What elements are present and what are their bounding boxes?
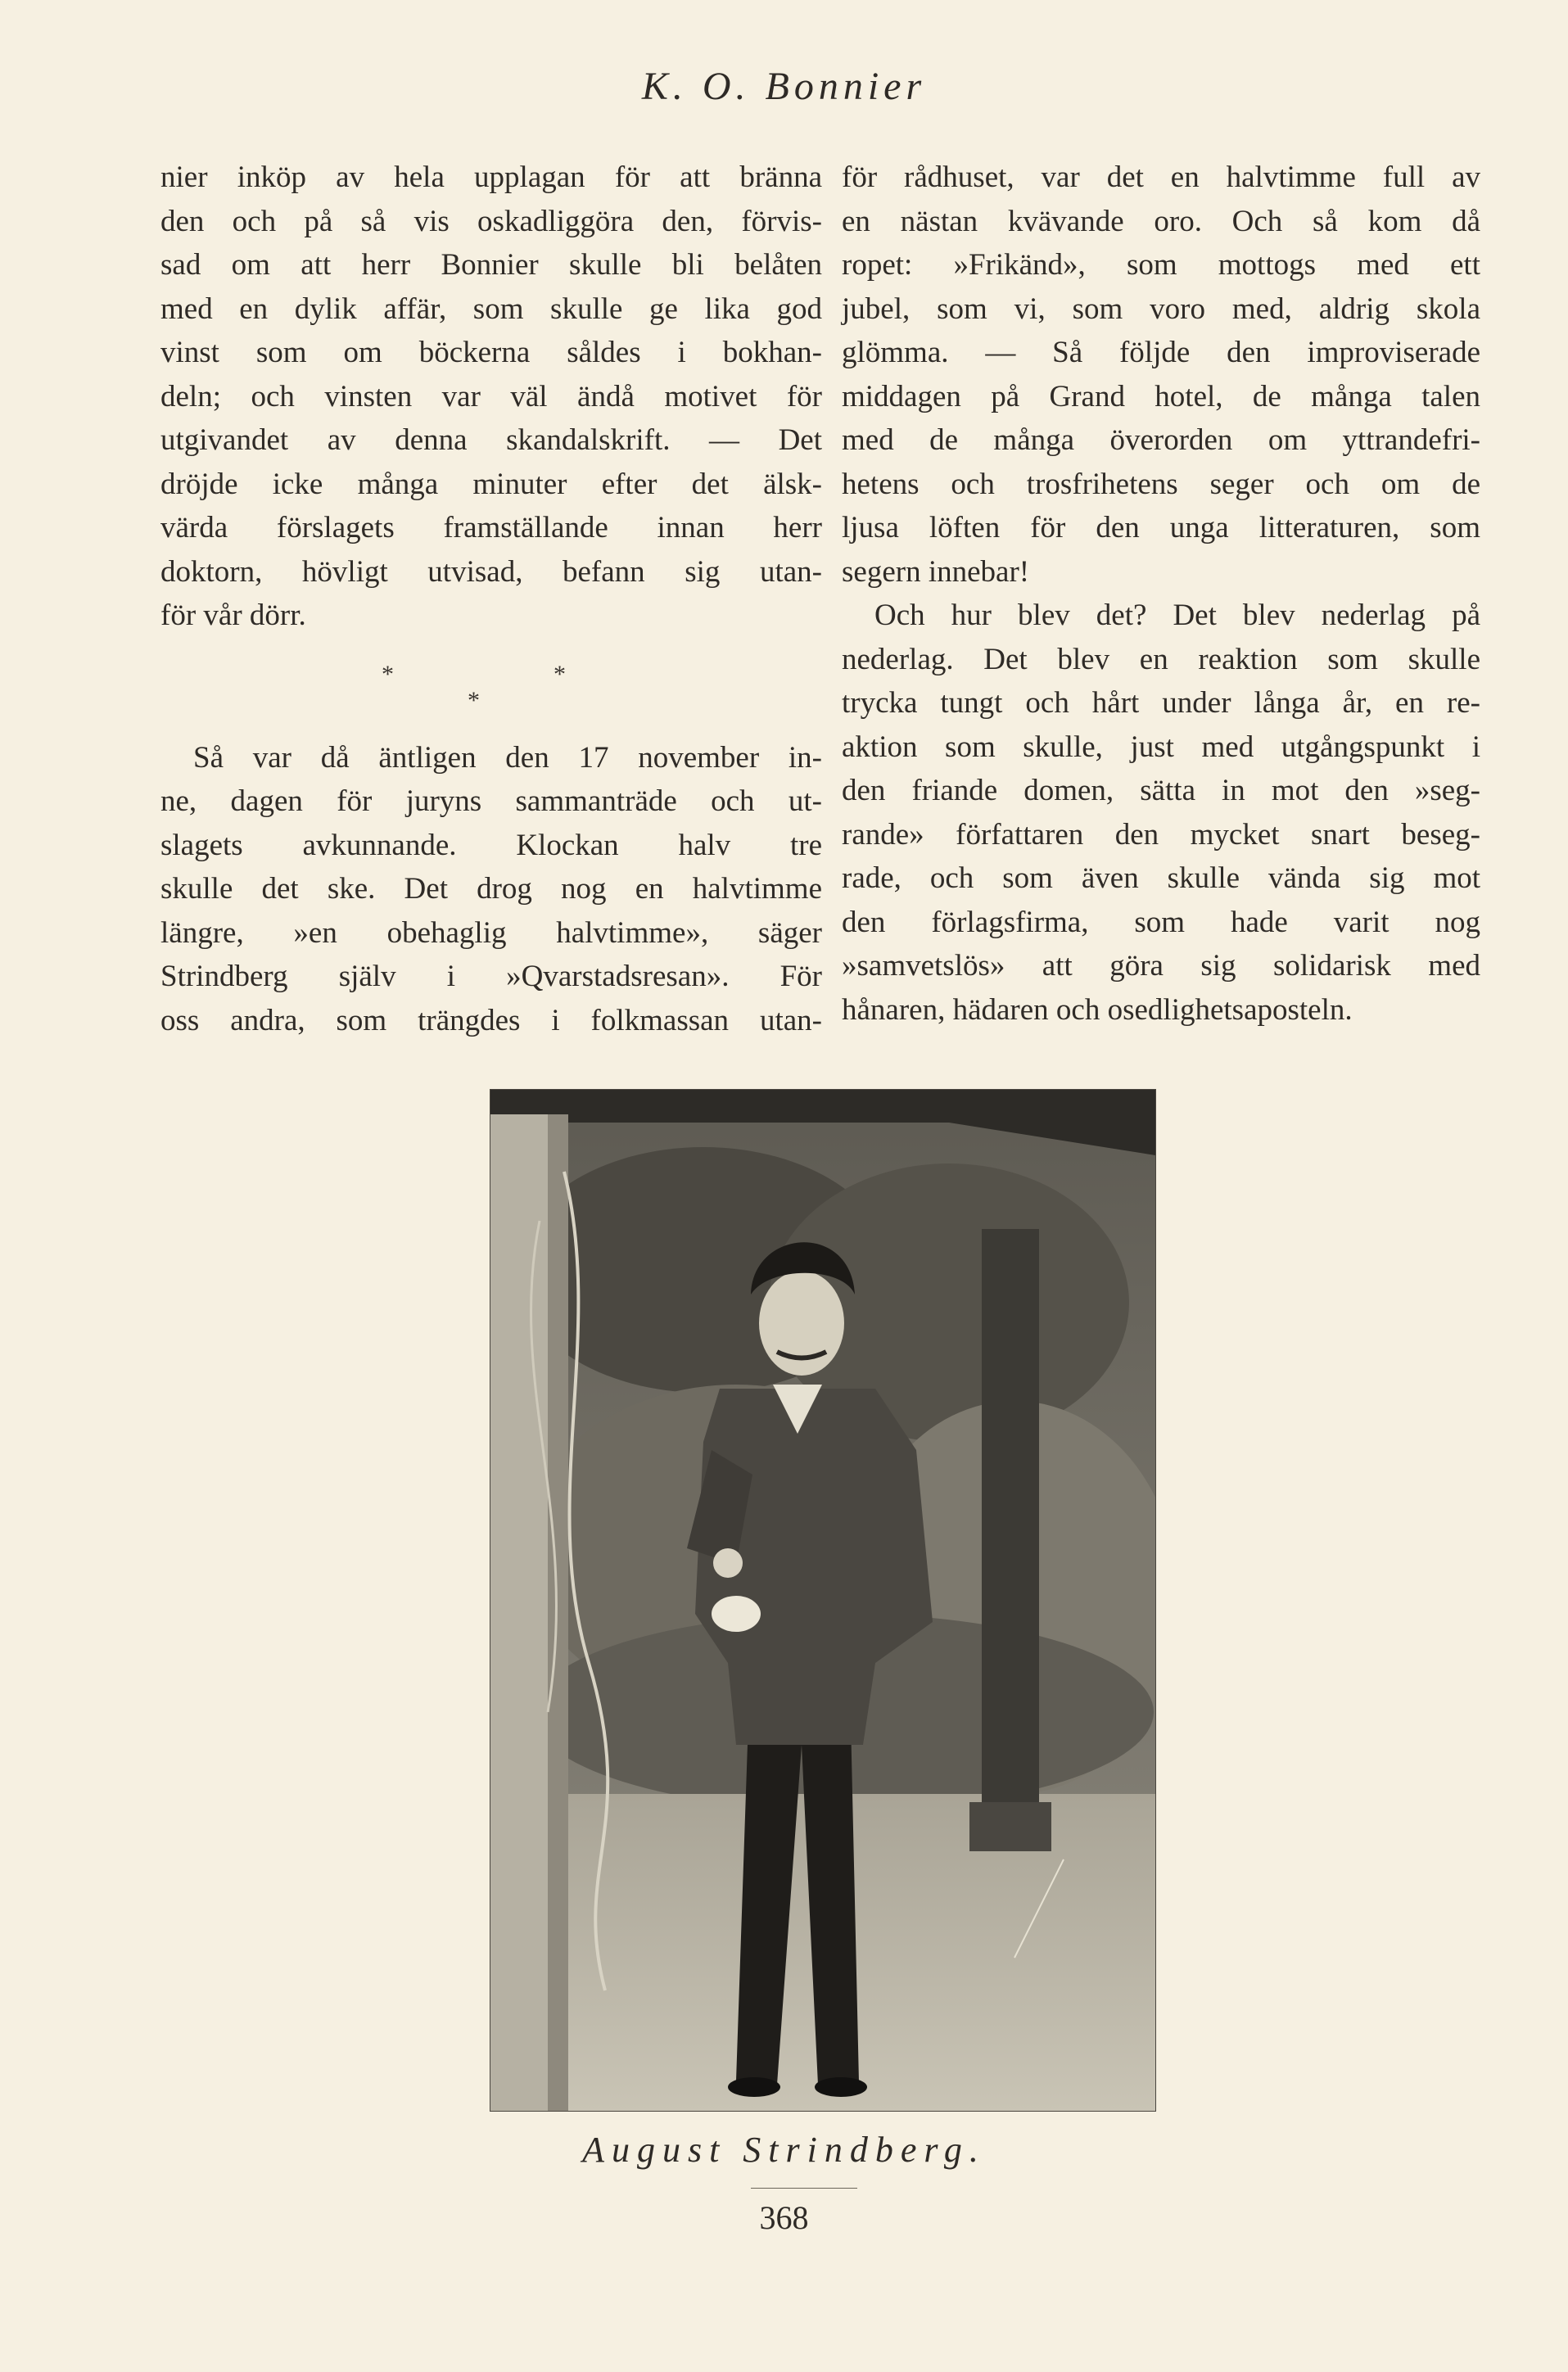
shoe — [728, 2077, 780, 2097]
text-line: trycka tungt och hårt under långa år, en re- — [842, 686, 1480, 720]
text-line: »samvetslös» att göra sig solidarisk med — [842, 949, 1480, 983]
text-line: oss andra, som trängdes i folkmassan utan- — [160, 1003, 822, 1037]
text-line: Strindberg själv i »Qvarstadsresan». För — [160, 960, 822, 993]
text-line: med de många överorden om yttrandefri- — [842, 423, 1480, 457]
text-line: slagets avkunnande. Klockan halv tre — [160, 828, 822, 862]
text-line: middagen på Grand hotel, de många talen — [842, 379, 1480, 413]
post-base — [969, 1802, 1051, 1851]
text-line: doktorn, hövligt utvisad, befann sig utan- — [160, 554, 822, 589]
page-number: 368 — [759, 2199, 809, 2236]
text-line: deln; och vinsten var väl ändå motivet för — [160, 379, 822, 413]
asterisk: * — [554, 660, 566, 688]
left-text-column — [160, 156, 822, 1042]
asterisk: * — [468, 686, 480, 714]
text-line: utgivandet av denna skandalskrift. — Det — [160, 423, 822, 457]
text-line: sad om att herr Bonnier skulle bli belåten — [160, 248, 822, 282]
text-line: ropet: »Frikänd», som mottogs med ett — [842, 248, 1480, 282]
running-title: K. O. Bonnier — [641, 65, 927, 108]
paragraph-4 — [842, 594, 1480, 1032]
pergola-post-right — [982, 1229, 1039, 1835]
text-line: rande» författaren den mycket snart beseg- — [842, 817, 1480, 852]
text-line: ne, dagen för juryns sammanträde och ut- — [160, 784, 822, 818]
text-line: för rådhuset, var det en halvtimme full av — [842, 160, 1480, 194]
text-line: för vår dörr. — [160, 599, 306, 632]
text-line: den och på så vis oskadliggöra den, förvis- — [160, 204, 822, 238]
text-line: Och hur blev det? Det blev nederlag på — [874, 599, 1480, 632]
text-line: nederlag. Det blev en reaktion som skulle — [842, 642, 1480, 676]
text-line: den friande domen, sätta in mot den »seg- — [842, 774, 1480, 807]
text-line: ljusa löften för den unga litteraturen, som — [842, 511, 1480, 544]
paragraph-1 — [160, 156, 822, 638]
text-line: en nästan kvävande oro. Och så kom då — [842, 204, 1480, 238]
text-line: jubel, som vi, som voro med, aldrig skola — [842, 291, 1480, 326]
text-line: med en dylik affär, som skulle ge lika god — [160, 291, 822, 326]
text-line: hånaren, hädaren och osedlighetsaposteln. — [842, 992, 1353, 1027]
text-line: rade, och som även skulle vända sig mot — [842, 861, 1480, 895]
paragraph-3 — [842, 156, 1480, 594]
hand — [713, 1548, 743, 1578]
bundle — [712, 1596, 761, 1632]
text-line: värda förslagets framställande innan herr — [160, 511, 822, 544]
section-break-asterisks — [160, 646, 822, 736]
text-line: glömma. — Så följde den improviserade — [842, 336, 1480, 369]
shoe — [815, 2077, 867, 2097]
paragraph-2 — [160, 736, 822, 1043]
pergola-post-shadow — [548, 1114, 568, 2111]
text-line: segern innebar! — [842, 554, 1030, 589]
text-line: Så var då äntligen den 17 november in- — [193, 740, 822, 775]
page-number-rule — [751, 2188, 857, 2189]
figure-caption: August Strindberg. — [582, 2130, 986, 2170]
photo-illustration — [490, 1090, 1155, 2111]
text-line: längre, »en obehaglig halvtimme», säger — [160, 915, 822, 950]
text-line: aktion som skulle, just med utgångspunkt i — [842, 730, 1480, 764]
text-line: skulle det ske. Det drog nog en halvtimme — [160, 872, 822, 906]
text-line: vinst som om böckerna såldes i bokhan- — [160, 336, 822, 369]
text-line: dröjde icke många minuter efter det älsk- — [160, 467, 822, 501]
asterisk: * — [382, 660, 394, 688]
text-line: nier inköp av hela upplagan för att bränna — [160, 160, 822, 194]
portrait-photograph — [490, 1089, 1156, 2112]
text-line: den förlagsfirma, som hade varit nog — [842, 905, 1480, 939]
text-line: hetens och trosfrihetens seger och om de — [842, 467, 1480, 501]
right-text-column — [842, 156, 1480, 1032]
